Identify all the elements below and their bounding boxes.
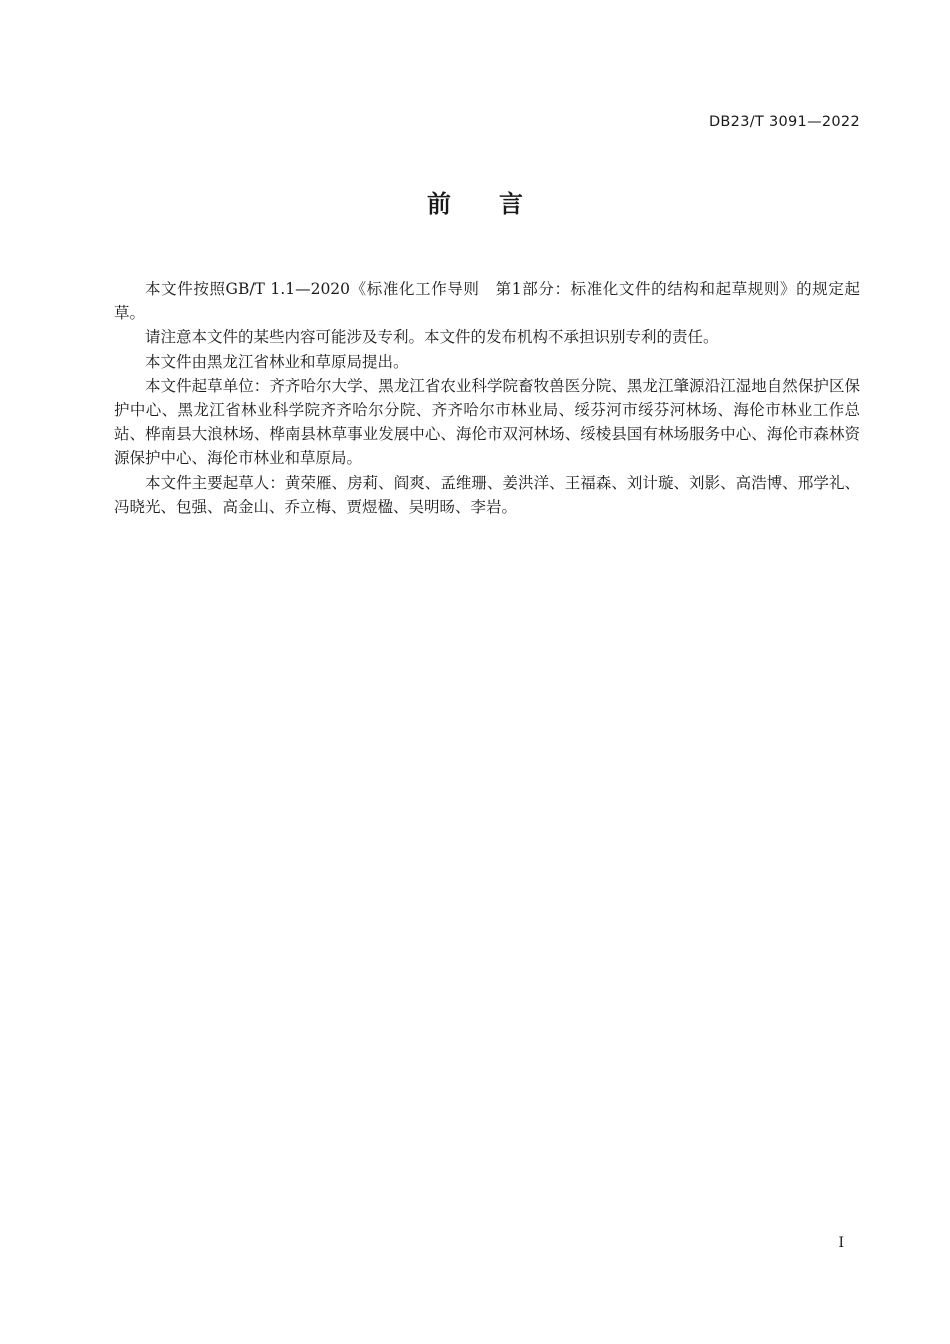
paragraph-patent-notice: 请注意本文件的某些内容可能涉及专利。本文件的发布机构不承担识别专利的责任。 xyxy=(145,328,719,347)
document-body xyxy=(114,277,860,519)
page-number: I xyxy=(838,1235,844,1251)
paragraph-drafting-rules: 本文件按照GB/T 1.1—2020《标准化工作导则 第1部分：标准化文件的结构和起草规则》的规定起草。 xyxy=(114,280,860,323)
page-title: 前言 xyxy=(427,190,571,218)
standard-code: DB23/T 3091—2022 xyxy=(708,114,860,130)
paragraph-drafters: 本文件主要起草人：黄荣雁、房莉、阎爽、孟维珊、姜洪洋、王福森、刘计璇、刘影、高浩博、邢学礼、冯晓光、包强、高金山、乔立梅、贾煜楹、吴明旸、李岩。 xyxy=(114,473,860,516)
paragraph-drafting-units: 本文件起草单位：齐齐哈尔大学、黑龙江省农业科学院畜牧兽医分院、黑龙江肇源沿江湿地自然保护区保护中心、黑龙江省林业科学院齐齐哈尔分院、齐齐哈尔市林业局、绥芬河市绥芬河林场、海伦市林业工作总站、桦南县大浪林场、桦南县林草事业发展中心、海伦市双河林场、绥棱县国有林场服务中心、海伦市森林资源保护中心、海伦市林业和草原局。 xyxy=(114,376,860,468)
paragraph-proposer: 本文件由黑龙江省林业和草原局提出。 xyxy=(145,352,409,371)
